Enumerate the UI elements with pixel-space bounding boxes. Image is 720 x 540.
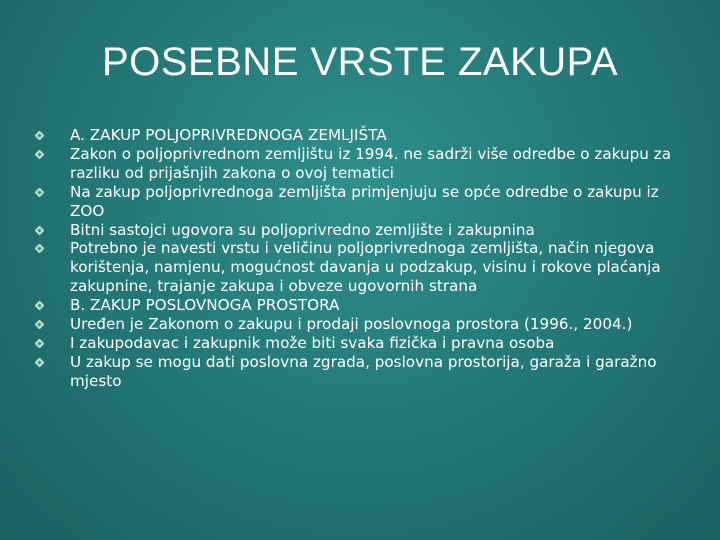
bullet-item bbox=[36, 126, 676, 145]
bullet-text: I zakupodavac i zakupnik može biti svaka fizička i pravna osoba bbox=[70, 333, 555, 352]
diamond-bullet-icon bbox=[35, 225, 45, 235]
bullet-item bbox=[36, 183, 676, 221]
bullet-text: Uređen je Zakonom o zakupu i prodaji poslovnoga prostora (1996., 2004.) bbox=[70, 315, 633, 334]
bullet-text: Na zakup poljoprivrednoga zemljišta primjenjuju se opće odredbe o zakupu iz ZOO bbox=[70, 182, 659, 220]
bullet-text: Potrebno je navesti vrstu i veličinu poljoprivrednoga zemljišta, način njegova korištenja, namjenu, mogućnost davanja u podzakup, visinu i rokove plaćanja zakupnine, trajanje zakupa i obveze ugovornih strana bbox=[70, 239, 661, 296]
slide-title: POSEBNE VRSTE ZAKUPA bbox=[101, 40, 619, 84]
diamond-bullet-icon bbox=[35, 339, 45, 349]
diamond-bullet-icon bbox=[35, 131, 45, 141]
bullet-text: A. ZAKUP POLJOPRIVREDNOGA ZEMLJIŠTA bbox=[70, 126, 387, 144]
bullet-text: U zakup se mogu dati poslovna zgrada, poslovna prostorija, garaža i garažno mjesto bbox=[70, 352, 657, 390]
bullet-item bbox=[36, 221, 676, 240]
bullet-list bbox=[36, 126, 676, 391]
bullet-item bbox=[36, 315, 676, 334]
bullet-item bbox=[36, 145, 676, 183]
diamond-bullet-icon bbox=[35, 320, 45, 330]
bullet-item bbox=[36, 353, 676, 391]
bullet-text: Zakon o poljoprivrednom zemljištu iz 1994. ne sadrži više odredbe o zakupu za razliku od prijašnjih zakona o ovoj tematici bbox=[70, 144, 672, 182]
bullet-text: Bitni sastojci ugovora su poljoprivredno zemljište i zakupnina bbox=[70, 220, 535, 239]
bullet-item bbox=[36, 296, 676, 315]
bullet-item bbox=[36, 239, 676, 296]
diamond-bullet-icon bbox=[35, 149, 45, 159]
bullet-text: B. ZAKUP POSLOVNOGA PROSTORA bbox=[70, 296, 340, 315]
diamond-bullet-icon bbox=[35, 244, 45, 254]
diamond-bullet-icon bbox=[35, 187, 45, 197]
bullet-item bbox=[36, 334, 676, 353]
diamond-bullet-icon bbox=[35, 357, 45, 367]
diamond-bullet-icon bbox=[35, 301, 45, 311]
